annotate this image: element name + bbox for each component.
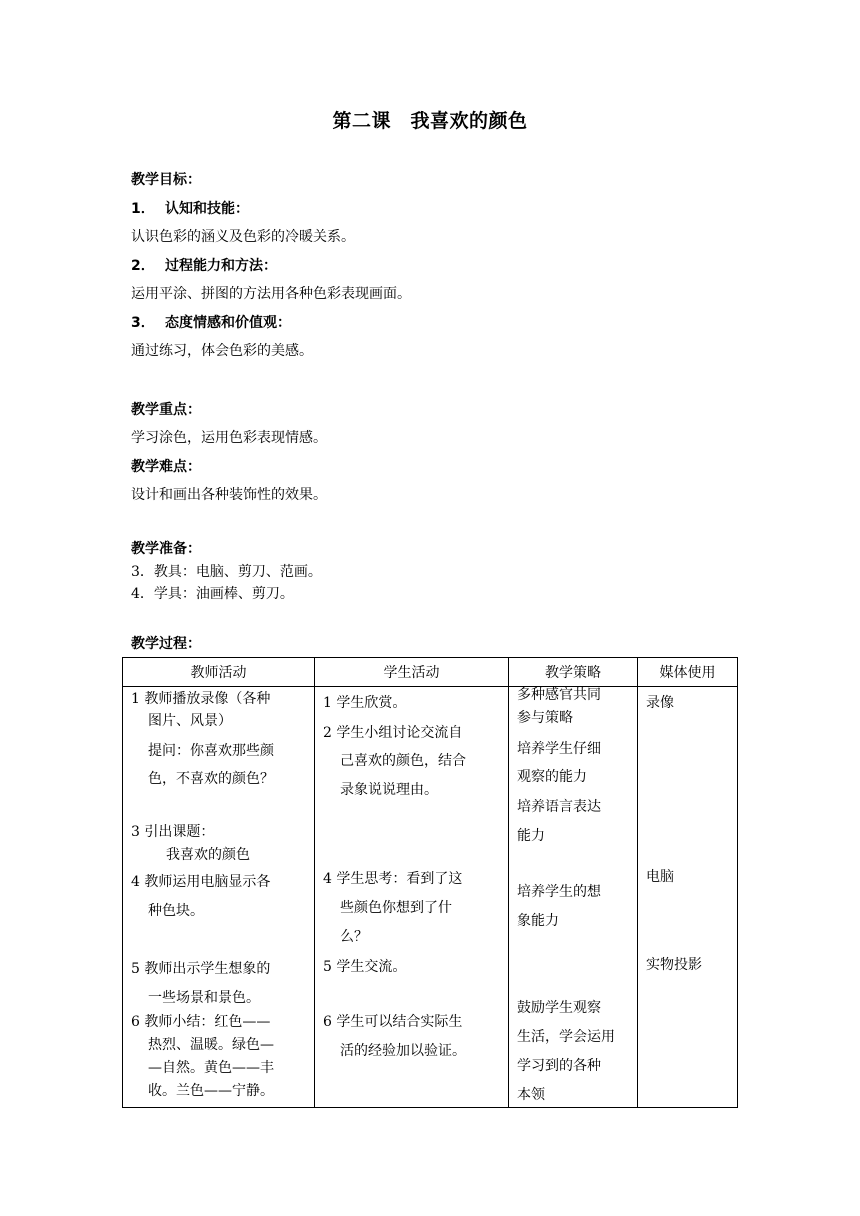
column-header-strategy: 教学策略	[509, 658, 638, 687]
strategy-line-2: 参与策略	[517, 710, 573, 726]
strategy-line-8: 象能力	[517, 913, 559, 929]
student-line-6: 些颜色你想到了什	[340, 900, 452, 916]
strategy-line-9: 鼓励学生观察	[517, 1000, 601, 1016]
difficulty-heading: 教学难点：	[131, 459, 201, 475]
strategy-line-6: 能力	[517, 828, 545, 844]
process-heading: 教学过程：	[131, 636, 201, 652]
strategy-cell	[509, 687, 638, 1108]
teacher-line-7: 4 教师运用电脑显示各	[131, 874, 271, 890]
media-cell	[638, 687, 738, 1108]
objective-3-text: 通过练习，体会色彩的美感。	[131, 343, 313, 359]
student-line-2: 2 学生小组讨论交流自	[323, 725, 463, 741]
process-table-header-row	[123, 658, 738, 687]
preparation-item-2: 4．学具：油画棒、剪刀。	[131, 586, 294, 602]
objectives-heading: 教学目标：	[131, 172, 201, 188]
student-line-7: 么？	[340, 929, 368, 945]
objective-1-label: 认知和技能：	[165, 201, 249, 217]
teacher-line-14: 收。兰色——宁静。	[148, 1083, 274, 1099]
strategy-line-12: 本领	[517, 1087, 545, 1103]
process-table	[122, 657, 738, 1108]
teacher-line-5: 3 引出课题：	[131, 824, 215, 840]
process-table-body-row	[123, 687, 738, 1108]
page-title: 第二课 我喜欢的颜色	[332, 110, 528, 132]
teacher-line-9: 5 教师出示学生想象的	[131, 961, 271, 977]
strategy-line-3: 培养学生仔细	[517, 741, 601, 757]
objective-1-heading	[131, 199, 249, 219]
teacher-line-13: —自然。黄色——丰	[148, 1060, 274, 1076]
objective-1-text: 认识色彩的涵义及色彩的冷暖关系。	[131, 229, 355, 245]
column-header-student: 学生活动	[315, 658, 509, 687]
strategy-line-7: 培养学生的想	[517, 884, 601, 900]
student-line-4: 录象说说理由。	[340, 782, 438, 798]
student-activity-cell	[315, 687, 509, 1108]
teacher-line-11: 6 教师小结：红色——	[131, 1014, 271, 1030]
teacher-activity-cell	[123, 687, 315, 1108]
objective-3-heading	[131, 313, 291, 333]
teacher-line-10: 一些场景和景色。	[148, 990, 260, 1006]
preparation-heading: 教学准备：	[131, 541, 201, 557]
teacher-line-4: 色，不喜欢的颜色？	[148, 771, 274, 787]
key-point-text: 学习涂色，运用色彩表现情感。	[131, 430, 327, 446]
teacher-line-3: 提问：你喜欢那些颜	[148, 743, 274, 759]
media-line-1: 录像	[646, 695, 674, 711]
objective-2-text: 运用平涂、拼图的方法用各种色彩表现画面。	[131, 286, 411, 302]
teacher-line-1: 1 教师播放录像（各种	[131, 691, 271, 707]
teacher-line-8: 种色块。	[148, 903, 204, 919]
strategy-line-4: 观察的能力	[517, 769, 587, 785]
student-line-3: 己喜欢的颜色，结合	[340, 753, 466, 769]
teacher-line-12: 热烈、温暖。绿色—	[148, 1037, 274, 1053]
objective-3-number: 3．	[131, 315, 155, 331]
objective-3-label: 态度情感和价值观：	[165, 315, 291, 331]
strategy-line-1: 多种感官共同	[517, 687, 601, 703]
objective-1-number: 1．	[131, 201, 155, 217]
student-line-5: 4 学生思考：看到了这	[323, 871, 463, 887]
objective-2-label: 过程能力和方法：	[165, 258, 277, 274]
strategy-line-11: 学习到的各种	[517, 1058, 601, 1074]
student-line-1: 1 学生欣赏。	[323, 695, 407, 711]
media-line-3: 实物投影	[646, 957, 702, 973]
strategy-line-10: 生活，学会运用	[517, 1029, 615, 1045]
objective-2-heading	[131, 256, 277, 276]
difficulty-text: 设计和画出各种装饰性的效果。	[131, 487, 327, 503]
student-line-8: 5 学生交流。	[323, 959, 407, 975]
column-header-teacher: 教师活动	[123, 658, 315, 687]
student-line-10: 活的经验加以验证。	[340, 1043, 466, 1059]
objective-2-number: 2．	[131, 258, 155, 274]
student-line-9: 6 学生可以结合实际生	[323, 1014, 463, 1030]
preparation-item-1: 3．教具：电脑、剪刀、范画。	[131, 564, 322, 580]
teacher-line-6: 我喜欢的颜色	[166, 847, 250, 863]
strategy-line-5: 培养语言表达	[517, 799, 601, 815]
key-point-heading: 教学重点：	[131, 402, 201, 418]
column-header-media: 媒体使用	[638, 658, 738, 687]
media-line-2: 电脑	[646, 869, 674, 885]
teacher-line-2: 图片、风景）	[148, 713, 232, 729]
